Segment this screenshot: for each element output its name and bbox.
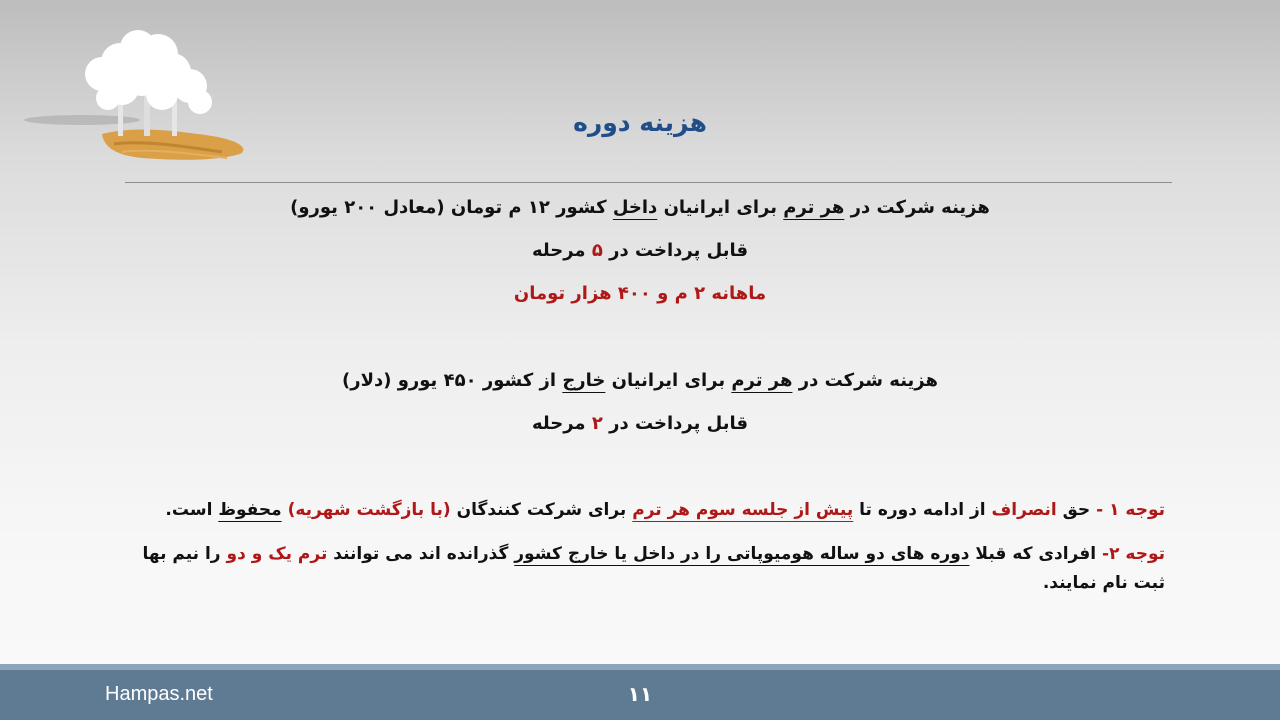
note-2 — [115, 540, 1165, 598]
note-1 — [115, 496, 1165, 525]
domestic-fee-amount: کشور ۱۲ م تومان (معادل ۲۰۰ یورو) — [290, 197, 613, 218]
note-text: را نیم بها ثبت نام نمایند. — [142, 544, 1165, 593]
foreign-installments-line — [140, 410, 1140, 438]
installments-text: مرحله — [531, 413, 592, 434]
note-text: حق — [1056, 500, 1097, 520]
note-2-terms: ترم یک و دو — [226, 544, 328, 564]
installments-count: ۲ — [591, 413, 603, 434]
note-text: از ادامه دوره تا — [853, 500, 992, 520]
domestic-per-term: هر ترم — [783, 197, 845, 218]
foreign-per-term: هر ترم — [731, 370, 793, 391]
installments-text: قابل پرداخت در — [602, 413, 749, 434]
footer-site: Hampas.net — [105, 683, 213, 705]
installments-text: مرحله — [531, 240, 592, 261]
installments-text: قابل پرداخت در — [602, 240, 749, 261]
foreign-fee-text: هزینه شرکت در — [792, 370, 938, 391]
note-1-cancellation: انصراف — [991, 500, 1057, 520]
note-text: است. — [165, 500, 219, 520]
foreign-fee-amount: از کشور ۴۵۰ یورو (دلار) — [342, 370, 563, 391]
note-2-label: توجه ۲- — [1102, 544, 1165, 564]
note-text: برای شرکت کنندگان — [450, 500, 633, 520]
domestic-installments-line — [140, 237, 1140, 265]
domestic-fee-line — [140, 194, 1140, 222]
note-1-deadline: پیش از جلسه سوم هر ترم — [632, 500, 854, 520]
domestic-fee-text: برای ایرانیان — [657, 197, 784, 218]
footer-bar — [0, 664, 1280, 720]
note-2-prior-courses: دوره های دو ساله هومیوپاتی را در داخل یا خارج کشور — [514, 544, 970, 564]
title-divider — [125, 182, 1172, 183]
note-text: گذرانده اند می توانند — [327, 544, 515, 564]
foreign-fee-line — [140, 367, 1140, 395]
page-number: ۱۱ — [627, 682, 653, 706]
trees-logo-icon — [22, 22, 252, 167]
domestic-inside: داخل — [612, 197, 658, 218]
note-1-refund: (با بازگشت شهریه) — [287, 500, 451, 520]
note-text: افرادی که قبلا — [969, 544, 1103, 564]
note-1-reserved: محفوظ — [218, 500, 282, 520]
note-1-label: توجه ۱ - — [1096, 500, 1165, 520]
foreign-outside: خارج — [562, 370, 606, 391]
page-title: هزینه دوره — [573, 108, 707, 137]
monthly-fee-line: ماهانه ۲ م و ۴۰۰ هزار تومان — [513, 283, 767, 304]
installments-count: ۵ — [591, 240, 603, 261]
domestic-fee-text: هزینه شرکت در — [844, 197, 990, 218]
foreign-fee-text: برای ایرانیان — [605, 370, 732, 391]
